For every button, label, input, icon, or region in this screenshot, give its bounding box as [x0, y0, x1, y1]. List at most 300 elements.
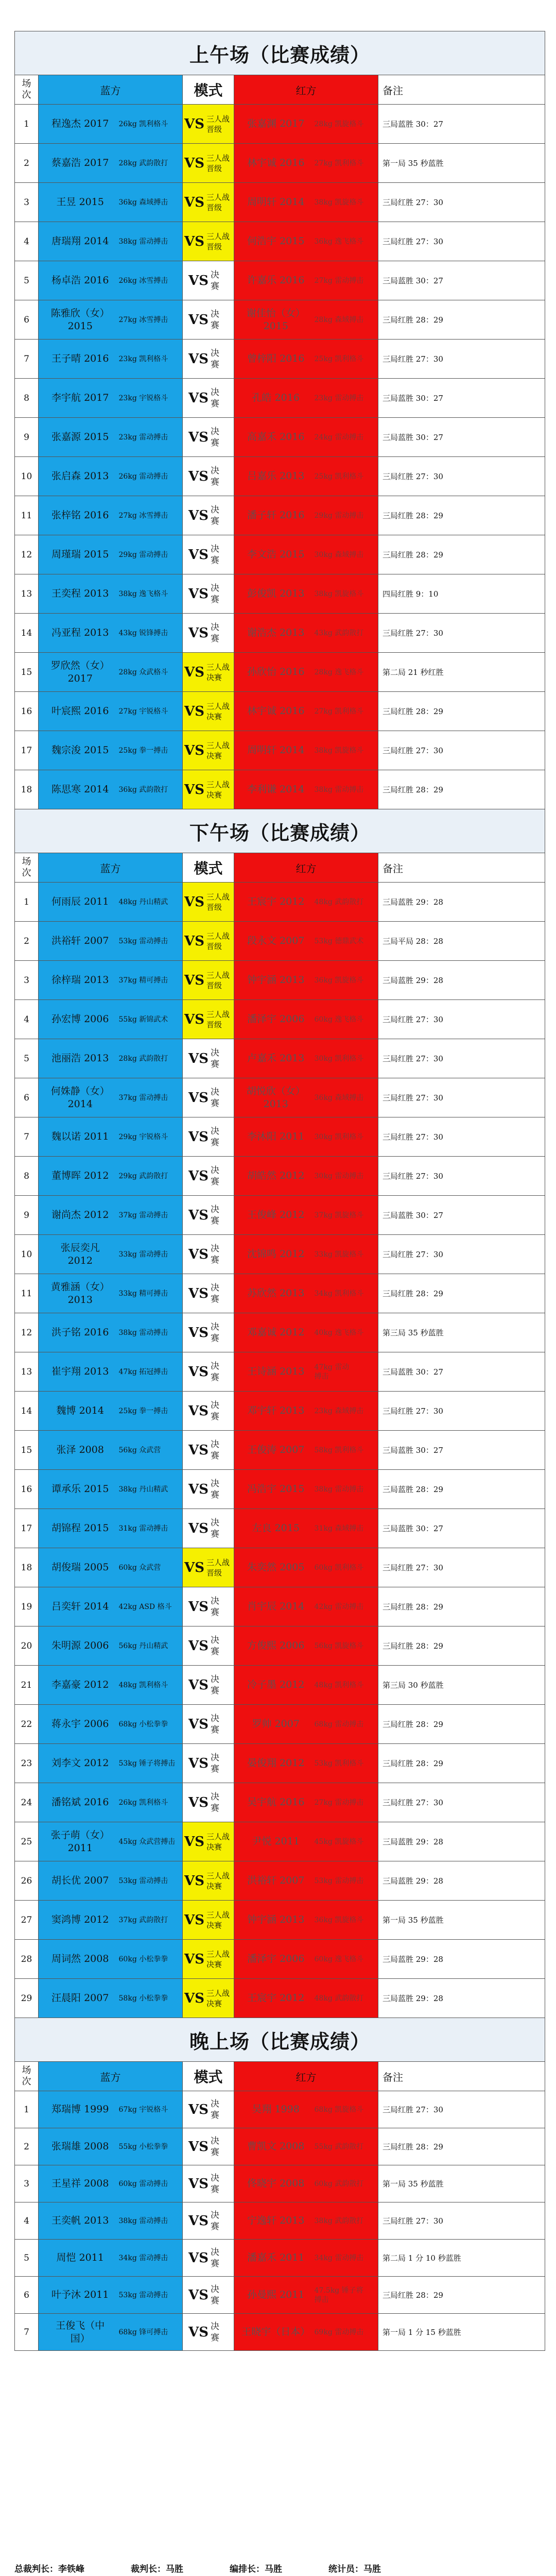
blue-fighter-name: 张辰奕凡 2012 [60, 1242, 100, 1266]
vs-box [183, 2098, 234, 2121]
blue-weight-club: 26kg 凯利格斗 [118, 120, 168, 128]
match-number: 18 [15, 770, 39, 809]
red-corner [234, 2240, 378, 2277]
vs-box [183, 1832, 234, 1852]
red-corner [234, 1000, 378, 1039]
blue-fighter-name: 王奕帆 2013 [51, 2215, 109, 2226]
vs-label: VS [188, 2176, 208, 2192]
vs-box [183, 544, 234, 566]
match-row [15, 1000, 545, 1039]
match-number: 26 [15, 1861, 39, 1901]
match-number: 10 [15, 1235, 39, 1274]
round-type: 三人战 决赛 [206, 740, 230, 760]
round-type: 决 赛 [210, 2210, 219, 2232]
round-type: 决 赛 [210, 1713, 219, 1735]
blue-entry [39, 352, 182, 365]
red-corner [234, 1705, 378, 1744]
match-number: 2 [15, 922, 39, 961]
red-weight-club: 23kg 雷动搏击 [314, 394, 364, 402]
blue-corner [39, 1039, 183, 1078]
blue-entry [39, 235, 182, 248]
round-type: 决 赛 [210, 1517, 219, 1539]
match-number: 15 [15, 653, 39, 692]
round-type: 决 赛 [210, 2247, 219, 2269]
blue-fighter-name: 黄雅涵（女） 2013 [50, 1281, 110, 1306]
vs-label: VS [188, 2213, 208, 2229]
blue-corner [39, 1783, 183, 1822]
match-mode [183, 183, 234, 222]
blue-fighter-name: 胡锦程 2015 [51, 1522, 109, 1534]
red-entry [234, 1085, 378, 1111]
blue-weight-club: 48kg 凯利格斗 [118, 1681, 168, 1689]
red-fighter-name: 彭俊凯 2013 [247, 588, 305, 599]
red-weight-club: 27kg 雷动搏击 [314, 1798, 364, 1807]
match-row [15, 1196, 545, 1235]
blue-entry [39, 1085, 182, 1111]
match-number: 8 [15, 1157, 39, 1196]
match-number: 6 [15, 300, 39, 340]
blue-entry [39, 2251, 182, 2264]
blue-fighter-name: 董博晖 2012 [51, 1170, 109, 1181]
blue-weight-club: 34kg 雷动搏击 [118, 2253, 168, 2262]
match-row [15, 1548, 545, 1587]
match-mode [183, 1039, 234, 1078]
red-corner [234, 1157, 378, 1196]
match-number: 21 [15, 1666, 39, 1705]
blue-fighter-name: 叶宸熙 2016 [51, 705, 109, 717]
red-fighter-name: 段永文 2007 [247, 935, 305, 946]
vs-label: VS [188, 312, 208, 328]
red-corner [234, 1509, 378, 1548]
blue-entry [39, 509, 182, 522]
round-type: 三人战 晋级 [206, 1557, 230, 1578]
blue-entry [39, 1365, 182, 1378]
blue-weight-club: 26kg 冰雪搏击 [118, 276, 168, 285]
blue-entry [39, 744, 182, 757]
match-mode [183, 261, 234, 300]
blue-entry [39, 1757, 182, 1770]
red-weight-club: 68kg 凯旋格斗 [314, 2105, 364, 2114]
blue-weight-club: 60kg 雷动搏击 [118, 2179, 168, 2188]
red-fighter-name: 洪裕轩 2007 [247, 1875, 305, 1886]
blue-corner [39, 379, 183, 418]
red-fighter-name: 邓嘉诚 2012 [247, 1327, 305, 1338]
match-row [15, 183, 545, 222]
red-weight-club: 29kg 雷动搏击 [314, 511, 364, 520]
blue-fighter-name: 唐瑞翔 2014 [51, 235, 109, 247]
red-entry [234, 196, 378, 209]
blue-weight-club: 38kg 雷动搏击 [118, 237, 168, 246]
match-row [15, 2277, 545, 2314]
match-row [15, 1313, 545, 1352]
match-mode [183, 1117, 234, 1157]
red-weight-club: 48kg 凯利格斗 [314, 1681, 364, 1689]
result-note: 三局蓝胜 29：28 [378, 1979, 545, 2018]
match-mode [183, 2128, 234, 2165]
match-mode [183, 1783, 234, 1822]
vs-box [183, 892, 234, 912]
blue-entry [39, 1444, 182, 1456]
match-mode [183, 1744, 234, 1783]
blue-entry [39, 626, 182, 639]
blue-entry [39, 1913, 182, 1926]
round-type: 三人战 晋级 [206, 931, 230, 951]
match-row [15, 1157, 545, 1196]
blue-fighter-name: 蔡嘉浩 2017 [51, 157, 109, 168]
vs-box [183, 348, 234, 370]
red-weight-club: 55kg 武韵散打 [314, 2142, 364, 2151]
blue-entry [39, 783, 182, 796]
round-type: 三人战 决赛 [206, 1988, 230, 2008]
red-fighter-name: 许嘉乐 2016 [247, 275, 305, 286]
blue-weight-club: 56kg 众武营 [118, 1446, 161, 1454]
blue-corner [39, 2091, 183, 2128]
match-row [15, 770, 545, 809]
result-note: 三局红胜 28：29 [378, 2277, 545, 2314]
blue-corner [39, 1509, 183, 1548]
blue-weight-club: 29kg 雷动搏击 [118, 550, 168, 559]
blue-entry [39, 1242, 182, 1267]
blue-entry [39, 2103, 182, 2116]
blue-entry [39, 974, 182, 987]
match-row [15, 1235, 545, 1274]
red-entry [234, 117, 378, 130]
vs-box [183, 1791, 234, 1814]
vs-box [183, 465, 234, 488]
red-weight-club: 42kg 雷动搏击 [314, 1602, 364, 1611]
blue-weight-club: 23kg 宇锐格斗 [118, 394, 168, 402]
vs-label: VS [188, 625, 208, 641]
match-row [15, 692, 545, 731]
red-fighter-name: 冯浩宇 2015 [247, 1483, 305, 1495]
blue-weight-club: 28kg 众武格斗 [118, 668, 168, 676]
blue-entry [39, 1052, 182, 1065]
match-mode [183, 2240, 234, 2277]
match-mode [183, 1431, 234, 1470]
result-note: 三局红胜 27：30 [378, 222, 545, 261]
red-entry [234, 1679, 378, 1691]
column-header-row [15, 853, 545, 883]
round-type: 决 赛 [210, 1243, 219, 1265]
blue-fighter-name: 吕奕轩 2014 [51, 1601, 109, 1612]
red-entry [234, 783, 378, 796]
vs-box [183, 2173, 234, 2195]
blue-corner [39, 1117, 183, 1157]
header-red-corner: 红方 [234, 75, 378, 105]
blue-fighter-name: 张子萌（女） 2011 [50, 1829, 110, 1854]
blue-entry [39, 1874, 182, 1887]
match-mode [183, 144, 234, 183]
blue-fighter-name: 周词然 2008 [51, 1953, 109, 1964]
round-type: 三人战 决赛 [206, 1871, 230, 1891]
blue-fighter-name: 叶予沐 2011 [51, 2289, 109, 2300]
vs-box [183, 970, 234, 991]
red-fighter-name: 佟晓宇 2008 [247, 2178, 305, 2189]
red-entry [234, 1404, 378, 1417]
match-mode [183, 1392, 234, 1431]
red-corner [234, 418, 378, 457]
vs-box [183, 504, 234, 527]
red-fighter-name: 王宸宇 2012 [247, 1992, 305, 2004]
match-mode [183, 922, 234, 961]
red-entry [234, 2251, 378, 2264]
red-weight-club: 47.5kg 锤子将 搏击 [314, 2286, 363, 2304]
red-fighter-name: 宁逸轩 2013 [247, 2215, 305, 2226]
red-corner [234, 1901, 378, 1940]
result-note: 三局红胜 28：29 [378, 496, 545, 535]
match-number: 22 [15, 1705, 39, 1744]
red-entry [234, 587, 378, 600]
red-corner [234, 1470, 378, 1509]
blue-entry [39, 548, 182, 561]
match-row [15, 1392, 545, 1431]
vs-box [183, 1400, 234, 1422]
blue-corner [39, 1626, 183, 1666]
vs-label: VS [188, 1677, 208, 1693]
round-type: 决 赛 [210, 309, 219, 331]
blue-corner [39, 1078, 183, 1117]
header-index: 场 次 [15, 853, 39, 883]
red-entry [234, 1718, 378, 1731]
match-row [15, 1666, 545, 1705]
red-entry [234, 1639, 378, 1652]
result-note: 三局红胜 28：29 [378, 2128, 545, 2165]
match-number: 9 [15, 418, 39, 457]
vs-label: VS [188, 1285, 208, 1301]
scheduler: 编排长：马胜 [230, 2564, 282, 2574]
match-number: 4 [15, 2202, 39, 2240]
red-fighter-name: 胡悦欣（女） 2013 [246, 1085, 305, 1110]
header-red-corner: 红方 [234, 853, 378, 883]
red-weight-club: 36kg 凯旋格斗 [314, 1916, 364, 1924]
blue-corner [39, 144, 183, 183]
blue-weight-club: 37kg 雷动搏击 [118, 1211, 168, 1219]
blue-weight-club: 38kg 雷动搏击 [118, 1328, 168, 1337]
red-weight-club: 25kg 凯利格斗 [314, 472, 364, 481]
blue-corner [39, 2202, 183, 2240]
round-type: 决 赛 [210, 1439, 219, 1461]
round-type: 决 赛 [210, 1674, 219, 1696]
round-type: 决 赛 [210, 2321, 219, 2343]
blue-fighter-name: 何雨辰 2011 [51, 896, 109, 907]
vs-label: VS [184, 703, 204, 719]
round-type: 决 赛 [210, 1321, 219, 1344]
red-fighter-name: 胡皓然 2012 [247, 1170, 305, 1181]
vs-box [183, 1635, 234, 1657]
blue-weight-club: 42kg ASD 格斗 [118, 1602, 172, 1611]
red-entry [234, 2140, 378, 2153]
blue-corner [39, 300, 183, 340]
match-row [15, 574, 545, 614]
match-number: 2 [15, 144, 39, 183]
match-row [15, 105, 545, 144]
red-entry [234, 1522, 378, 1535]
vs-box [183, 701, 234, 722]
vs-label: VS [188, 1050, 208, 1066]
result-note: 三局红胜 27：30 [378, 1078, 545, 1117]
match-mode [183, 1509, 234, 1548]
red-corner [234, 222, 378, 261]
result-note: 三局蓝胜 30：27 [378, 1431, 545, 1470]
blue-fighter-name: 谢尚杰 2012 [51, 1209, 109, 1221]
vs-label: VS [184, 1834, 204, 1850]
blue-corner [39, 1822, 183, 1861]
red-weight-club: 69kg 雷动搏击 [314, 2328, 364, 2336]
round-type: 决 赛 [210, 504, 219, 527]
red-fighter-name: 孙欣怡 2016 [247, 666, 305, 677]
red-corner [234, 496, 378, 535]
red-corner [234, 1039, 378, 1078]
vs-box [183, 1087, 234, 1109]
match-row [15, 1587, 545, 1626]
blue-corner [39, 1274, 183, 1313]
match-mode [183, 1587, 234, 1626]
red-fighter-name: 王诗涵 2013 [247, 1366, 305, 1377]
match-mode [183, 574, 234, 614]
round-type: 决 赛 [210, 1596, 219, 1618]
match-row [15, 340, 545, 379]
match-mode [183, 1000, 234, 1039]
red-corner [234, 770, 378, 809]
blue-weight-club: 26kg 凯利格斗 [118, 1798, 168, 1807]
vs-box [183, 583, 234, 605]
red-corner [234, 1666, 378, 1705]
blue-entry [39, 1483, 182, 1496]
match-number: 12 [15, 1313, 39, 1352]
match-number: 17 [15, 1509, 39, 1548]
vs-box [183, 1674, 234, 1697]
blue-fighter-name: 孙宏博 2006 [51, 1013, 109, 1025]
match-number: 11 [15, 496, 39, 535]
result-note: 三局红胜 28：29 [378, 1705, 545, 1744]
match-row [15, 1470, 545, 1509]
red-corner [234, 105, 378, 144]
section-title-row [15, 31, 545, 75]
red-corner [234, 340, 378, 379]
red-entry [234, 705, 378, 718]
match-number: 18 [15, 1548, 39, 1587]
match-mode [183, 340, 234, 379]
match-number: 10 [15, 457, 39, 496]
red-entry [234, 2214, 378, 2227]
match-row [15, 922, 545, 961]
red-entry [234, 744, 378, 757]
red-entry [234, 1483, 378, 1496]
blue-fighter-name: 魏博 2014 [56, 1405, 104, 1416]
red-entry [234, 1013, 378, 1026]
match-number: 14 [15, 1392, 39, 1431]
vs-box [183, 192, 234, 213]
blue-entry [39, 1796, 182, 1809]
vs-label: VS [184, 1873, 204, 1889]
red-entry [234, 392, 378, 404]
vs-label: VS [184, 782, 204, 798]
match-mode [183, 1157, 234, 1196]
round-type: 三人战 决赛 [206, 1832, 230, 1852]
red-entry [234, 1170, 378, 1182]
red-entry [234, 431, 378, 444]
blue-weight-club: 68kg 小松拳拳 [118, 1720, 168, 1728]
results-sheet [14, 31, 545, 2351]
match-mode [183, 692, 234, 731]
vs-box [183, 1557, 234, 1578]
red-entry [234, 1561, 378, 1574]
match-mode [183, 1470, 234, 1509]
red-weight-club: 37kg 凯旋格斗 [314, 1211, 364, 1219]
blue-entry [39, 1639, 182, 1652]
blue-fighter-name: 李宇航 2017 [51, 392, 109, 403]
red-weight-club: 34kg 凯利格斗 [314, 1289, 364, 1298]
result-note: 三局红胜 27：30 [378, 1392, 545, 1431]
red-corner [234, 535, 378, 574]
result-note: 三局蓝胜 30：27 [378, 1196, 545, 1235]
match-number: 16 [15, 1470, 39, 1509]
vs-label: VS [188, 2102, 208, 2117]
vs-box [183, 1361, 234, 1383]
header-note: 备注 [378, 75, 545, 105]
red-fighter-name: 尹悦 2011 [252, 1836, 300, 1847]
red-corner [234, 574, 378, 614]
red-corner [234, 300, 378, 340]
vs-box [183, 231, 234, 252]
result-note: 第一局 1 分 15 秒蓝胜 [378, 2314, 545, 2351]
blue-fighter-name: 潘铭斌 2016 [51, 1797, 109, 1808]
red-entry [234, 1600, 378, 1613]
blue-corner [39, 1548, 183, 1587]
vs-box [183, 2247, 234, 2269]
vs-label: VS [184, 1912, 204, 1928]
vs-box [183, 2284, 234, 2307]
blue-fighter-name: 王昱 2015 [56, 196, 104, 208]
section-title: 晚上场（比赛成绩） [15, 2018, 545, 2062]
red-weight-club: 53kg 凯利格斗 [314, 1759, 364, 1768]
match-row [15, 614, 545, 653]
red-weight-club: 48kg 武韵散打 [314, 897, 364, 906]
blue-corner [39, 105, 183, 144]
blue-corner [39, 1313, 183, 1352]
blue-entry [39, 1013, 182, 1026]
result-note: 三局红胜 28：29 [378, 535, 545, 574]
red-fighter-name: 罗帅 2007 [252, 1718, 300, 1730]
match-mode [183, 1626, 234, 1666]
vs-label: VS [188, 273, 208, 289]
round-type: 三人战 决赛 [206, 701, 230, 721]
red-entry [234, 1913, 378, 1926]
match-row [15, 1901, 545, 1940]
red-fighter-name: 何浩宇 2015 [247, 235, 305, 247]
vs-label: VS [184, 742, 204, 758]
vs-box [183, 1047, 234, 1070]
vs-box [183, 1282, 234, 1305]
match-number: 5 [15, 261, 39, 300]
round-type: 决 赛 [210, 1204, 219, 1226]
red-weight-club: 48kg 武韵散打 [314, 1994, 364, 2003]
blue-entry [39, 1718, 182, 1731]
match-mode [183, 2277, 234, 2314]
red-corner [234, 1626, 378, 1666]
match-row [15, 653, 545, 692]
vs-box [183, 1910, 234, 1930]
blue-fighter-name: 陈思寒 2014 [51, 784, 109, 795]
referee-chief: 裁判长：马胜 [131, 2564, 183, 2574]
match-number: 20 [15, 1626, 39, 1666]
blue-weight-club: 29kg 宇锐格斗 [118, 1132, 168, 1141]
vs-label: VS [188, 1364, 208, 1380]
vs-box [183, 1596, 234, 1618]
blue-weight-club: 53kg 雷动搏击 [118, 1876, 168, 1885]
match-mode [183, 2202, 234, 2240]
result-note: 第一局 35 秒蓝胜 [378, 2165, 545, 2202]
